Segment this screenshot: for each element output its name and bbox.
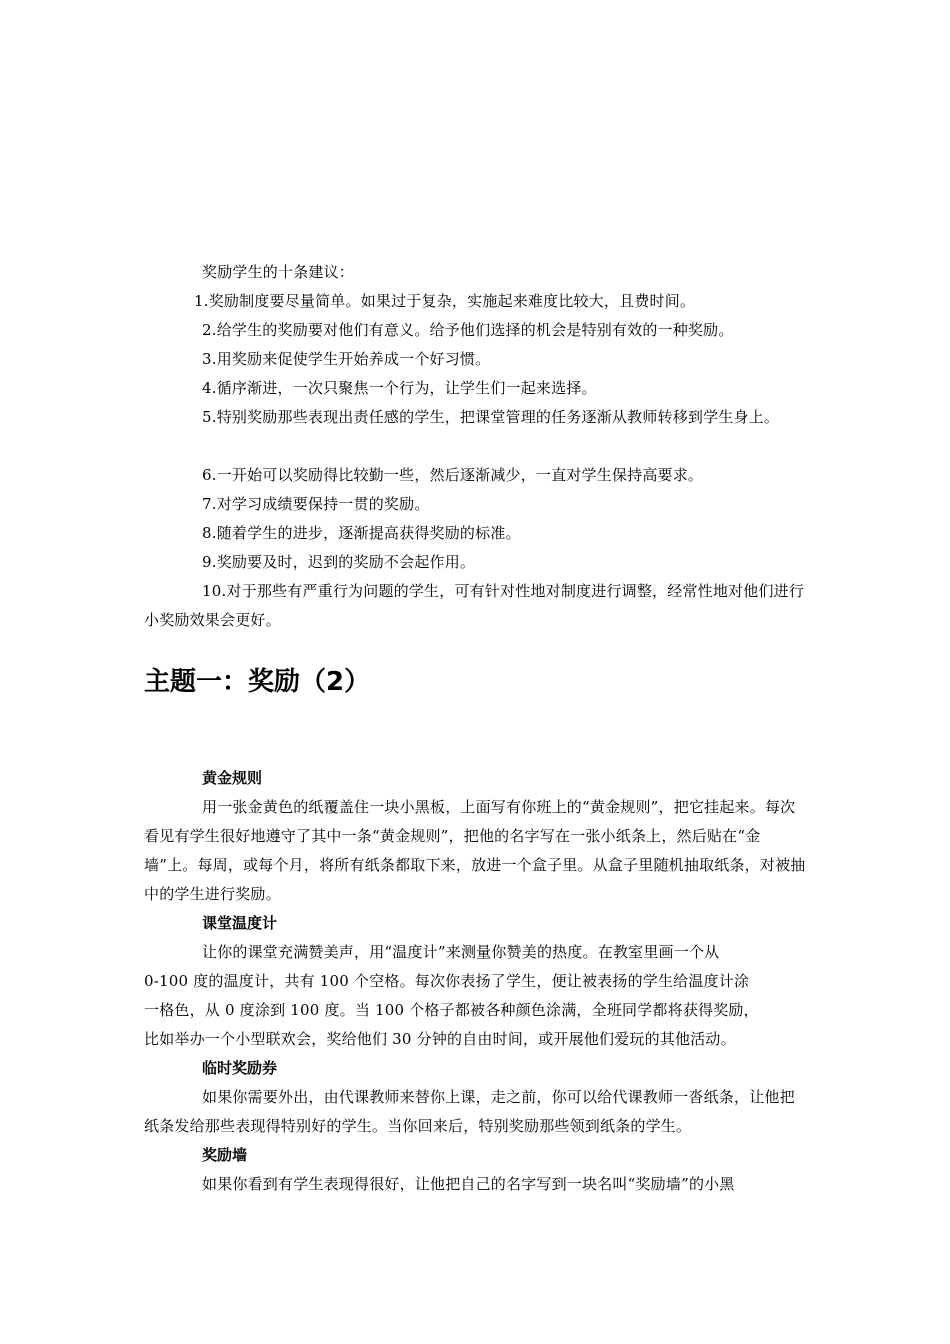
list-item: 6.一开始可以奖励得比较勤一些，然后逐渐减少，一直对学生保持高要求。 xyxy=(202,466,704,484)
list-item: 5.特别奖励那些表现出责任感的学生，把课堂管理的任务逐渐从教师转移到学生身上。 xyxy=(202,408,780,426)
list-item: 2.给学生的奖励要对他们有意义。给予他们选择的机会是特别有效的一种奖励。 xyxy=(202,321,734,339)
body-line: 一格色，从 0 度涂到 100 度。当 100 个格子都被各种颜色涂满，全班同学都将获得奖励， xyxy=(144,1001,759,1019)
list-item: 9.奖励要及时，迟到的奖励不会起作用。 xyxy=(202,553,476,571)
intro-heading: 奖励学生的十条建议： xyxy=(202,263,355,281)
list-item: 1.奖励制度要尽量简单。如果过于复杂，实施起来难度比较大，且费时间。 xyxy=(194,292,696,310)
list-item: 8.随着学生的进步，逐渐提高获得奖励的标准。 xyxy=(202,524,521,542)
subsection-title-thermometer: 课堂温度计 xyxy=(202,914,278,932)
body-line: 0-100 度的温度计，共有 100 个空格。每次你表扬了学生，便让被表扬的学生给温度计涂 xyxy=(144,972,750,990)
list-item: 7.对学习成绩要保持一贯的奖励。 xyxy=(202,495,430,513)
subsection-body-temp-coupon: 如果你需要外出，由代课教师来替你上课，走之前，你可以给代课教师一沓纸条，让他把纸条发给那些表现得特别好的学生。当你回来后，特别奖励那些领到纸条的学生。 xyxy=(144,1088,795,1135)
list-item: 4.循序渐进，一次只聚焦一个行为，让学生们一起来选择。 xyxy=(202,379,597,397)
list-item: 3.用奖励来促使学生开始养成一个好习惯。 xyxy=(202,350,491,368)
subsection-body-reward-wall: 如果你看到有学生表现得很好，让他把自己的名字写到一块名叫“奖励墙”的小黑 xyxy=(202,1175,735,1193)
body-line: 让你的课堂充满赞美声，用“温度计”来测量你赞美的热度。在教室里画一个从 xyxy=(202,943,720,961)
subsection-title-reward-wall: 奖励墙 xyxy=(202,1146,248,1164)
subsection-body-golden-rules: 用一张金黄色的纸覆盖住一块小黑板，上面写有你班上的“黄金规则”，把它挂起来。每次看见有学生很好地遵守了其中一条“黄金规则”，把他的名字写在一张小纸条上，然后贴在“金墙”上。每周，或每个月，将所有纸条都取下来，放进一个盒子里。从盒子里随机抽取纸条，对被抽中的学生进行奖励。 xyxy=(144,798,806,903)
section-title: 主题一：奖励（2） xyxy=(144,667,371,697)
subsection-title-golden-rules: 黄金规则 xyxy=(202,769,263,787)
list-item: 10.对于那些有严重行为问题的学生，可有针对性地对制度进行调整，经常性地对他们进行小奖励效果会更好。 xyxy=(144,582,805,629)
subsection-title-temp-coupon: 临时奖励券 xyxy=(202,1059,278,1077)
body-line: 比如举办一个小型联欢会，奖给他们 30 分钟的自由时间，或开展他们爱玩的其他活动。 xyxy=(144,1030,736,1048)
